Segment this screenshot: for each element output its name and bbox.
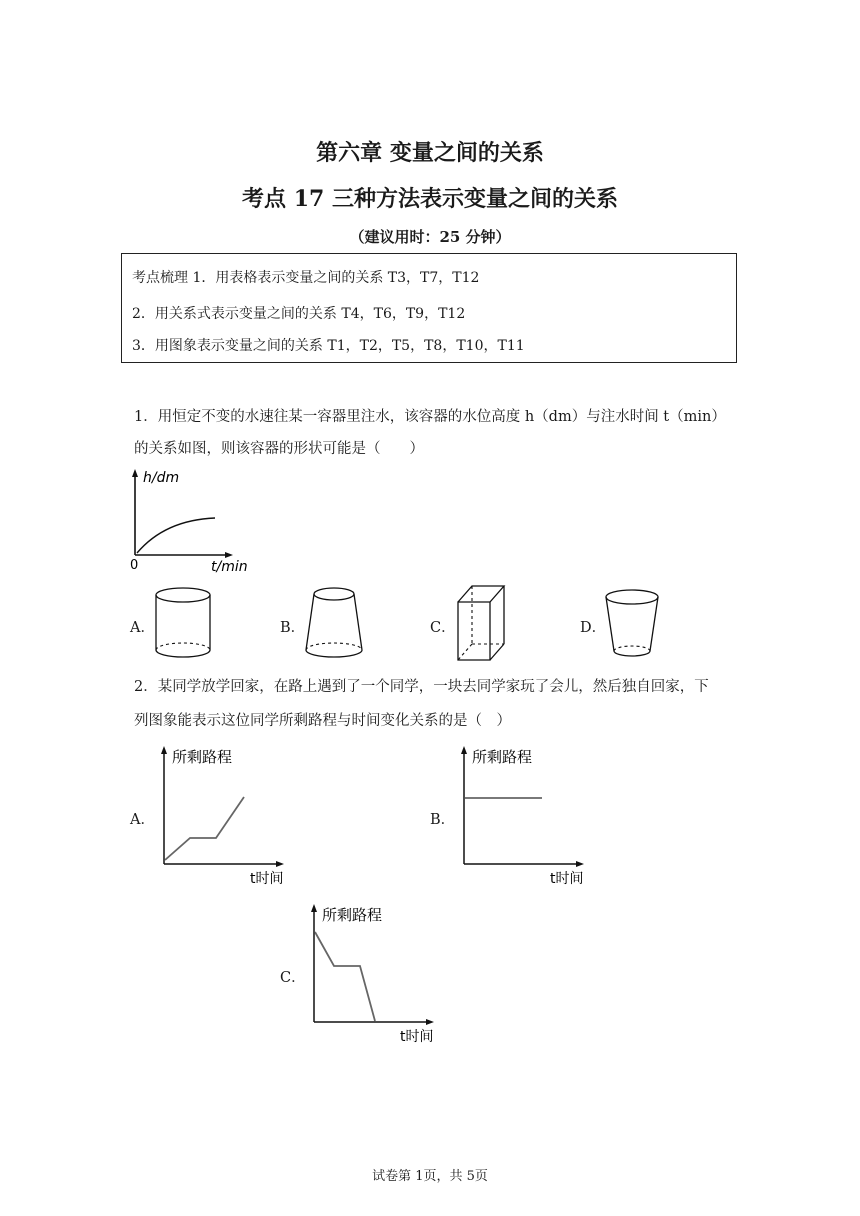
q1-line-1: 1．用恒定不变的水速往某一容器里注水，该容器的水位高度 h（dm）与注水时间 t（min） — [134, 409, 726, 425]
q2-option-b[interactable]: B． — [430, 812, 456, 828]
q2-line-1: 2．某同学放学回家，在路上遇到了一个同学，一块去同学家玩了会儿，然后独自回家，下 — [134, 679, 709, 695]
q2-c-y-label: 所剩路程 — [322, 906, 383, 924]
q2-graph-b — [450, 740, 600, 890]
summary-line-1: 考点梳理 1．用表格表示变量之间的关系 T3，T7，T12 — [132, 270, 480, 286]
q2-line-2: 列图象能表示这位同学所剩路程与时间变化关系的是（ ） — [134, 713, 511, 729]
q2-b-y-label: 所剩路程 — [472, 748, 533, 766]
q1-origin-label: 0 — [130, 558, 139, 573]
q1-cylinder-figure — [150, 583, 216, 663]
topic-title: 考点 17 三种方法表示变量之间的关系 — [242, 186, 618, 212]
q2-graph-c — [300, 898, 450, 1048]
q2-b-x-label: t时间 — [550, 871, 584, 887]
q2-option-c[interactable]: C． — [280, 970, 306, 986]
q2-option-a[interactable]: A． — [130, 812, 155, 828]
q2-graph-a — [150, 740, 300, 890]
q2-a-y-label: 所剩路程 — [172, 748, 233, 766]
q1-graph — [125, 465, 260, 577]
q1-curve — [137, 518, 215, 553]
q1-frustum-narrow-top-figure — [300, 583, 368, 663]
q2-a-x-label: t时间 — [250, 871, 284, 887]
q1-option-c[interactable]: C． — [430, 620, 456, 636]
q1-option-b[interactable]: B． — [280, 620, 306, 636]
suggested-time: （建议用时：25 分钟） — [349, 228, 511, 246]
summary-box — [121, 253, 737, 363]
q2-c-x-label: t时间 — [400, 1029, 434, 1045]
q1-cuboid-figure — [452, 580, 512, 666]
q1-option-d[interactable]: D． — [580, 620, 607, 636]
chapter-title: 第六章 变量之间的关系 — [316, 140, 544, 166]
page-footer: 试卷第 1页，共 5页 — [372, 1169, 488, 1184]
summary-line-3: 3．用图象表示变量之间的关系 T1，T2，T5，T8，T10，T11 — [132, 338, 525, 354]
q1-x-arrow — [225, 552, 233, 558]
q1-line-2: 的关系如图，则该容器的形状可能是（ ） — [134, 441, 424, 457]
summary-line-2: 2．用关系式表示变量之间的关系 T4，T6，T9，T12 — [132, 306, 466, 322]
q1-y-label: h/dm — [143, 470, 180, 486]
q1-option-a[interactable]: A． — [130, 620, 155, 636]
q1-x-label: t/min — [211, 559, 248, 575]
q1-cup-wide-top-figure — [600, 585, 664, 665]
q1-y-arrow — [132, 469, 138, 477]
